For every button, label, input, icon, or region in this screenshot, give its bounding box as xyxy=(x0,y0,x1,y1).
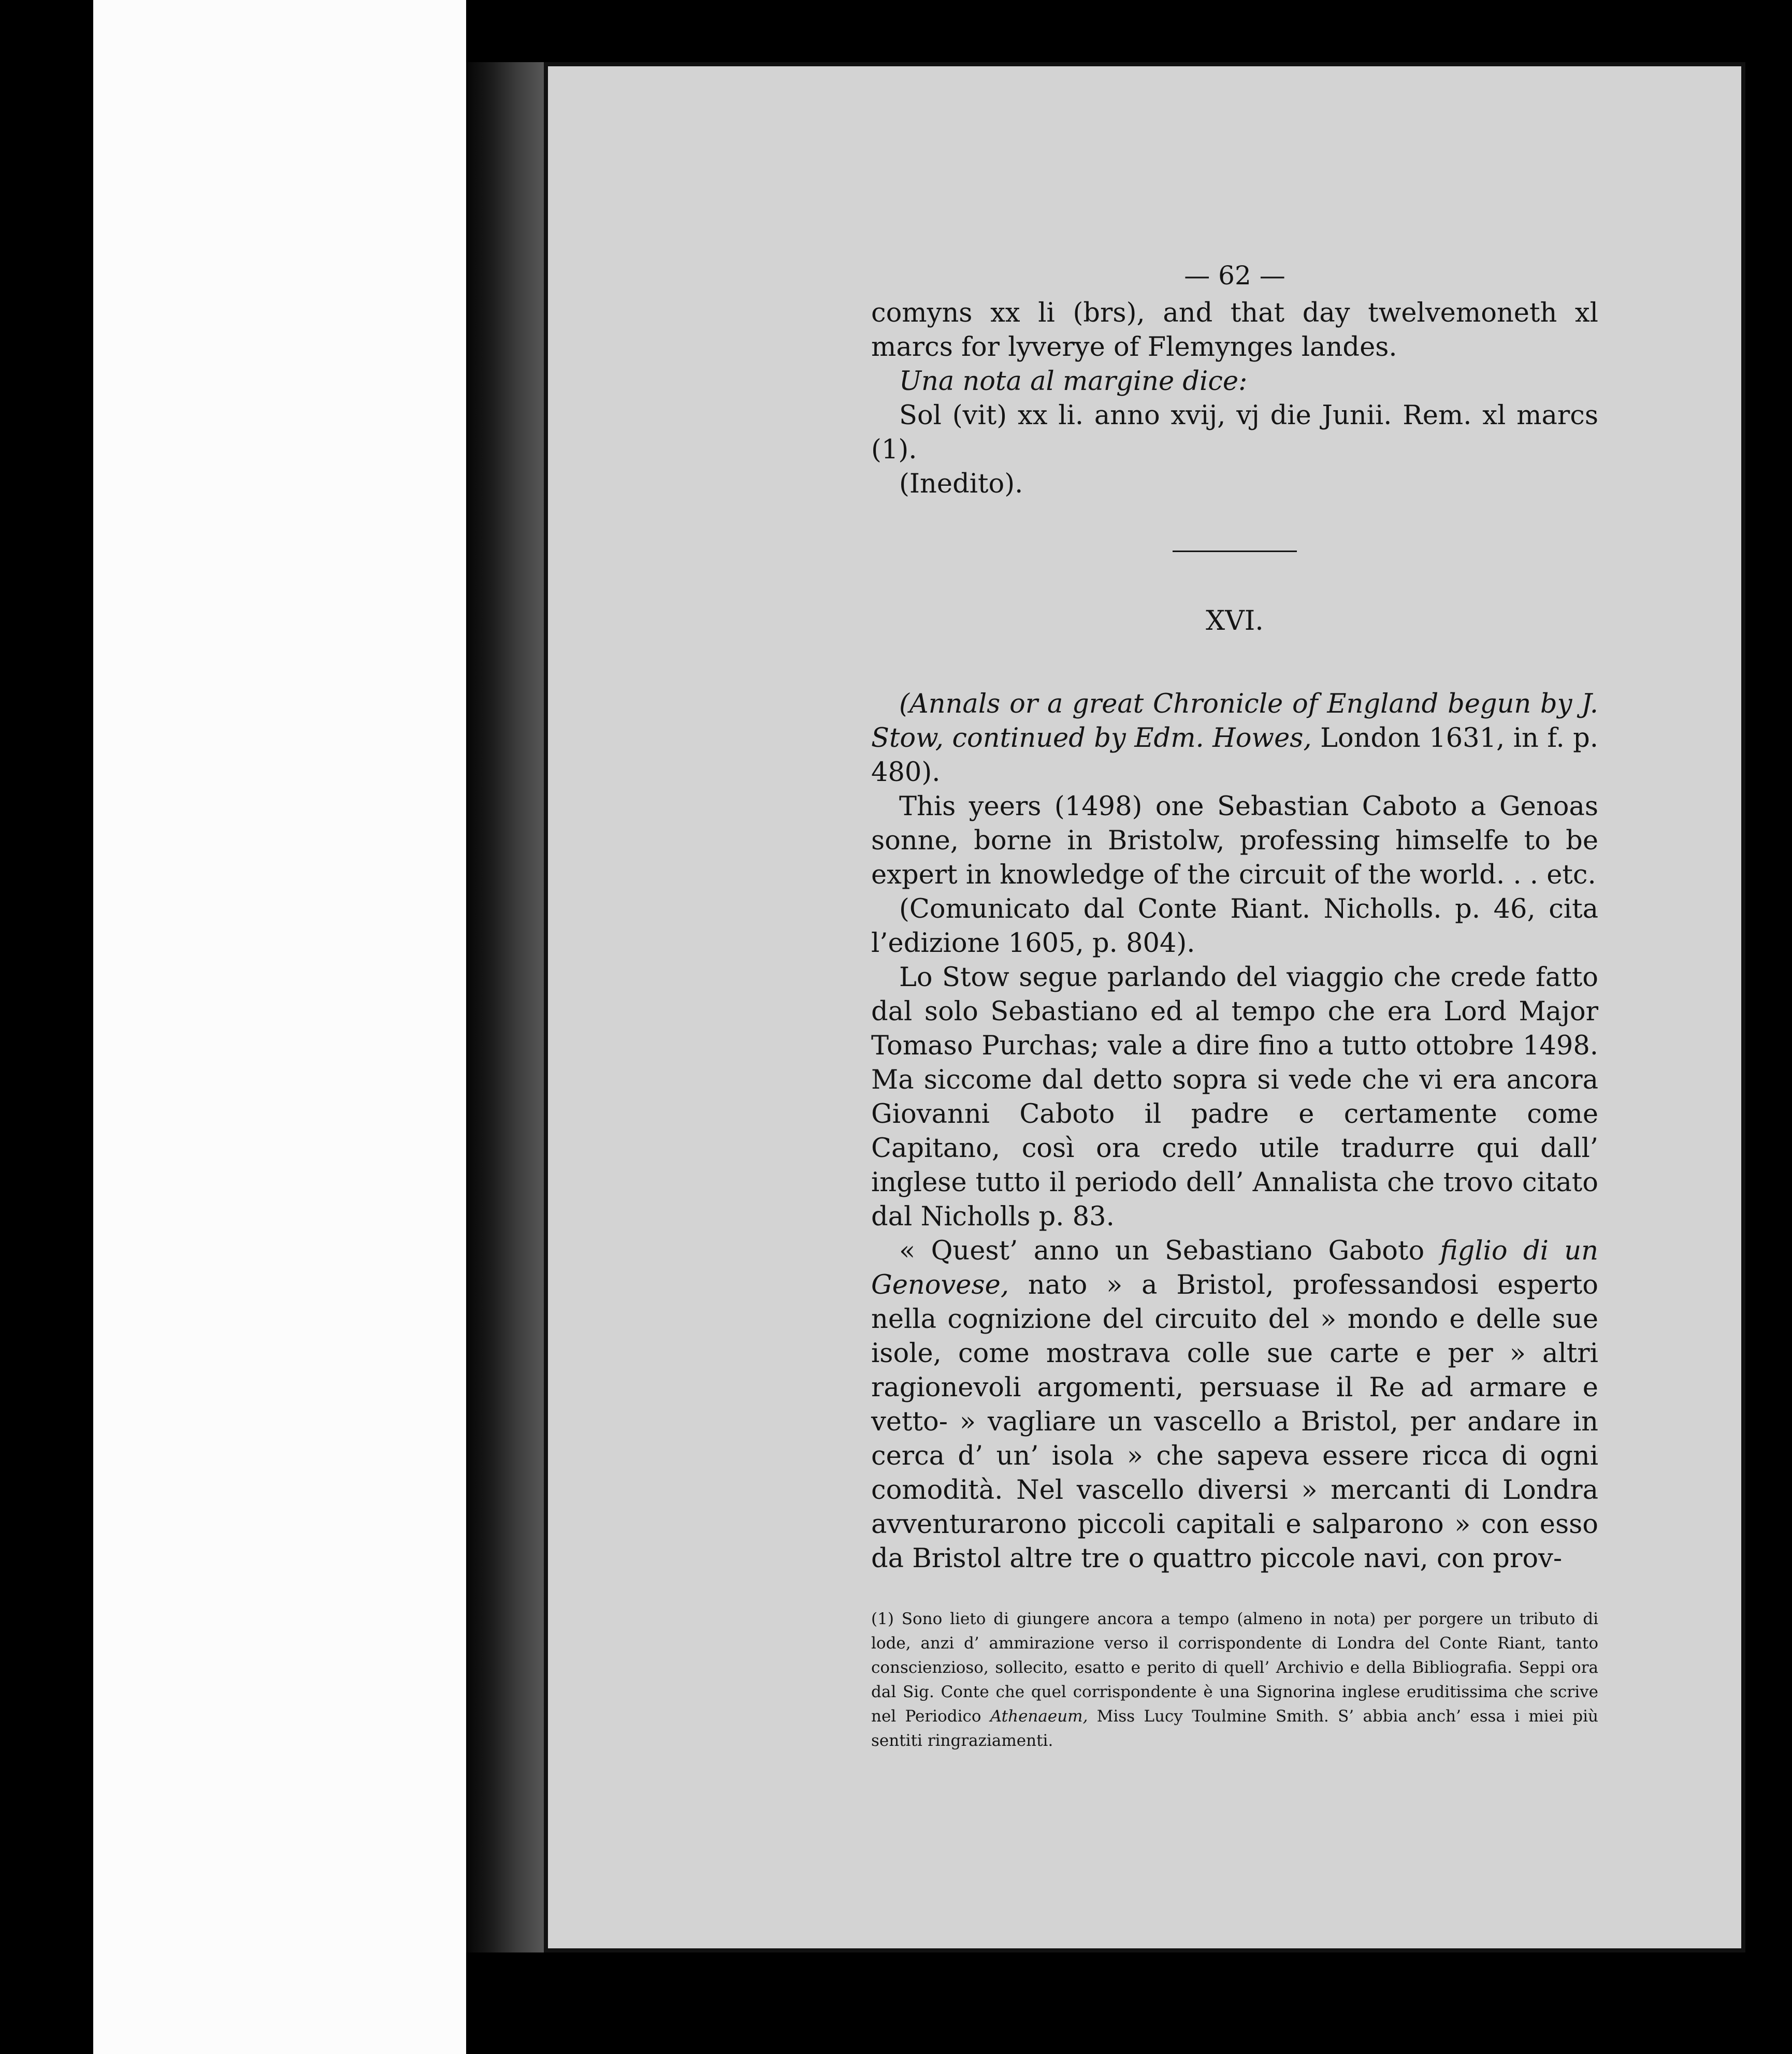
footnote-text-b: Miss Lucy Toulmine Smith. S’ abbia anch’ essa i miei più sentiti ringraziamenti. xyxy=(871,1707,1598,1750)
footnote-italic: Athenaeum, xyxy=(990,1707,1088,1726)
quote-english: This yeers (1498) one Sebastian Caboto a Genoas sonne, borne in Bristolw, professing himselfe to be expert in knowledge of the circuit of the world. . . etc. xyxy=(871,791,1598,890)
paragraph-1: comyns xx li (brs), and that day twelvemoneth xl marcs for lyverye of Flemynges landes. xyxy=(871,298,1598,363)
communicated-note: (Comunicato dal Conte Riant. Nicholls. p. 46, cita l’edizione 1605, p. 804). xyxy=(871,894,1598,959)
left-blank-page xyxy=(93,0,466,2054)
inedito-note: (Inedito). xyxy=(899,469,1023,499)
citation-paragraph xyxy=(871,687,1598,790)
translation-start: « Quest’ anno un Sebastiano Gaboto xyxy=(899,1236,1440,1266)
book-page-edges xyxy=(466,62,549,1952)
section-heading: XVI. xyxy=(1206,605,1264,637)
page-content xyxy=(871,259,1598,1769)
footnote xyxy=(871,1607,1598,1753)
footnote-text-a: (1) Sono lieto di giungere ancora a tempo (almeno in nota) per porgere un tributo di lode, anzi d’ ammirazione verso il corrispondente di Londra del Conte Riant, tanto conscienzioso, sollecito, esatto e perito di quell’ Archivio e della Bibliografia. Seppi ora dal Sig. Conte che quel corrispondente è una Signorina inglese eruditissima che scrive nel Periodico xyxy=(871,1610,1598,1726)
translation-paragraph xyxy=(871,1234,1598,1576)
citation-rest: London 1631, in f. p. 480). xyxy=(871,723,1598,788)
stow-paragraph: Lo Stow segue parlando del viaggio che crede fatto dal solo Sebastiano ed al tempo che era Lord Major Tomaso Purchas; vale a dire fino a tutto ottobre 1498. Ma siccome dal detto sopra si vede che vi era ancora Giovanni Caboto il padre e certamente come Capitano, così ora credo utile tradurre qui dall’ inglese tutto il periodo dell’ Annalista che trovo citato dal Nicholls p. 83. xyxy=(871,962,1598,1232)
citation-title: (Annals or a great Chronicle of England begun by J. Stow, continued by Edm. Howes, xyxy=(871,689,1598,754)
page-number: — 62 — xyxy=(1184,261,1285,291)
margin-note-label: Una nota al margine dice: xyxy=(899,366,1248,397)
section-divider xyxy=(1173,551,1297,552)
translation-italic: figlio di un Genovese, xyxy=(871,1236,1598,1300)
translation-rest: nato » a Bristol, professandosi esperto nella cognizione del circuito del » mondo e delle sue isole, come mostrava colle sue carte e per » altri ragionevoli argomenti, persuase il Re ad armare e vetto- » vagliare un vascello a Bristol, per andare in cerca d’ un’ isola » che sapeva essere ricca di ogni comodità. Nel vascello diversi » mercanti di Londra avventurarono piccoli capitali e salparono » con esso da Bristol altre tre o quattro piccole navi, con prov- xyxy=(871,1270,1598,1574)
margin-note-text: Sol (vit) xx li. anno xvij, vj die Junii. Rem. xl marcs (1). xyxy=(871,400,1598,465)
